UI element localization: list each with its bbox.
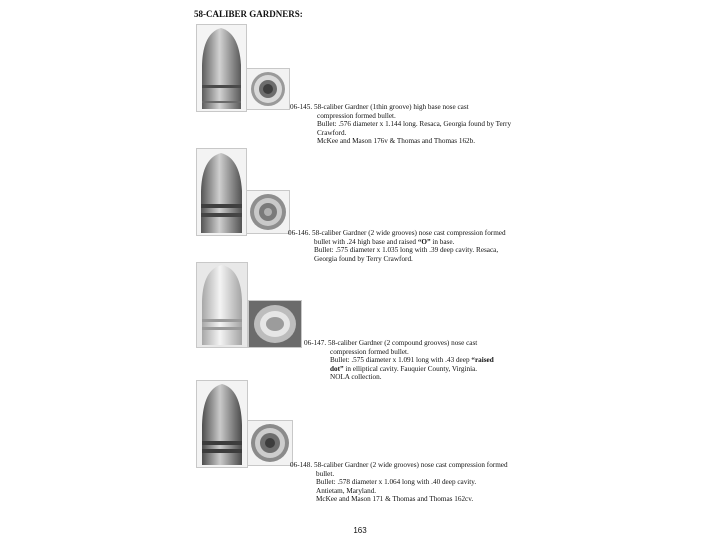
caption-line: Bullet: .575 diameter x 1.091 long with .43 deep (330, 356, 470, 365)
entry-number: 06-145. (290, 103, 313, 111)
bullet-side-photo-06-145 (196, 24, 247, 112)
caption-line: bullet. (316, 469, 335, 478)
caption-line: Bullet: .576 diameter x 1.144 long. Resaca, Georgia found by Terry (317, 120, 512, 129)
caption-06-145 (290, 103, 530, 146)
caption-line: 58-caliber Gardner (2 wide grooves) nose cast compression formed (311, 229, 506, 237)
caption-line: compression formed bullet. (317, 111, 396, 120)
caption-line: NOLA collection. (330, 373, 382, 382)
page-number: 163 (353, 526, 367, 535)
caption-06-148 (290, 461, 540, 504)
caption-line: McKee and Mason 176v & Thomas and Thomas 162b. (317, 137, 476, 146)
bullet-side-photo-06-147 (196, 262, 248, 348)
bullet-base-photo-06-145 (246, 68, 290, 110)
caption-06-147: 06-147. 58-caliber Gardner (2 compound grooves) nose cast compression formed bullet. Bullet: .575 diameter x 1.091 long with .43 deep “raised dot” in elliptical cavity. Fauquier County, Virginia. NOLA collection. (304, 339, 524, 382)
entry-number: 06-148. (290, 461, 313, 469)
entry-number: 06-147. (304, 339, 327, 347)
caption-line: compression formed bullet. (330, 347, 409, 356)
bullet-side-photo-06-146 (196, 148, 247, 236)
caption-line: Georgia found by Terry Crawford. (314, 254, 413, 263)
caption-line: Bullet: .578 diameter x 1.064 long with .40 deep cavity. (316, 478, 477, 487)
caption-line: Antietam, Maryland. (316, 486, 377, 495)
caption-line: 58-caliber Gardner (1thin groove) high base nose cast (313, 103, 469, 111)
raised-text: “raised (471, 356, 494, 365)
caption-line: Crawford. (317, 128, 347, 137)
dot-text: dot” (330, 364, 344, 373)
bullet-base-photo-06-146 (246, 190, 290, 234)
entry-number: 06-146. (288, 229, 311, 237)
caption-line: 58-caliber Gardner (2 compound grooves) nose cast (327, 339, 478, 347)
page-title: 58-CALIBER GARDNERS: (194, 9, 303, 19)
bullet-side-photo-06-148 (196, 380, 248, 468)
raised-o-text: “O” (417, 237, 431, 246)
caption-line: Bullet: .575 diameter x 1.035 long with .39 deep cavity. Resaca, (314, 246, 499, 255)
caption-line: McKee and Mason 171 & Thomas and Thomas 162cv. (316, 495, 474, 504)
bullet-base-photo-06-147 (248, 300, 302, 348)
bullet-base-photo-06-148 (247, 420, 293, 466)
caption-line: 58-caliber Gardner (2 wide grooves) nose cast compression formed (313, 461, 508, 469)
caption-06-146: 06-146. 58-caliber Gardner (2 wide grooves) nose cast compression formed bullet with .24 high base and raised “O” in base. Bullet: .575 diameter x 1.035 long with .39 deep cavity. Resaca, Georgia found by Terry Crawford. (288, 229, 538, 263)
